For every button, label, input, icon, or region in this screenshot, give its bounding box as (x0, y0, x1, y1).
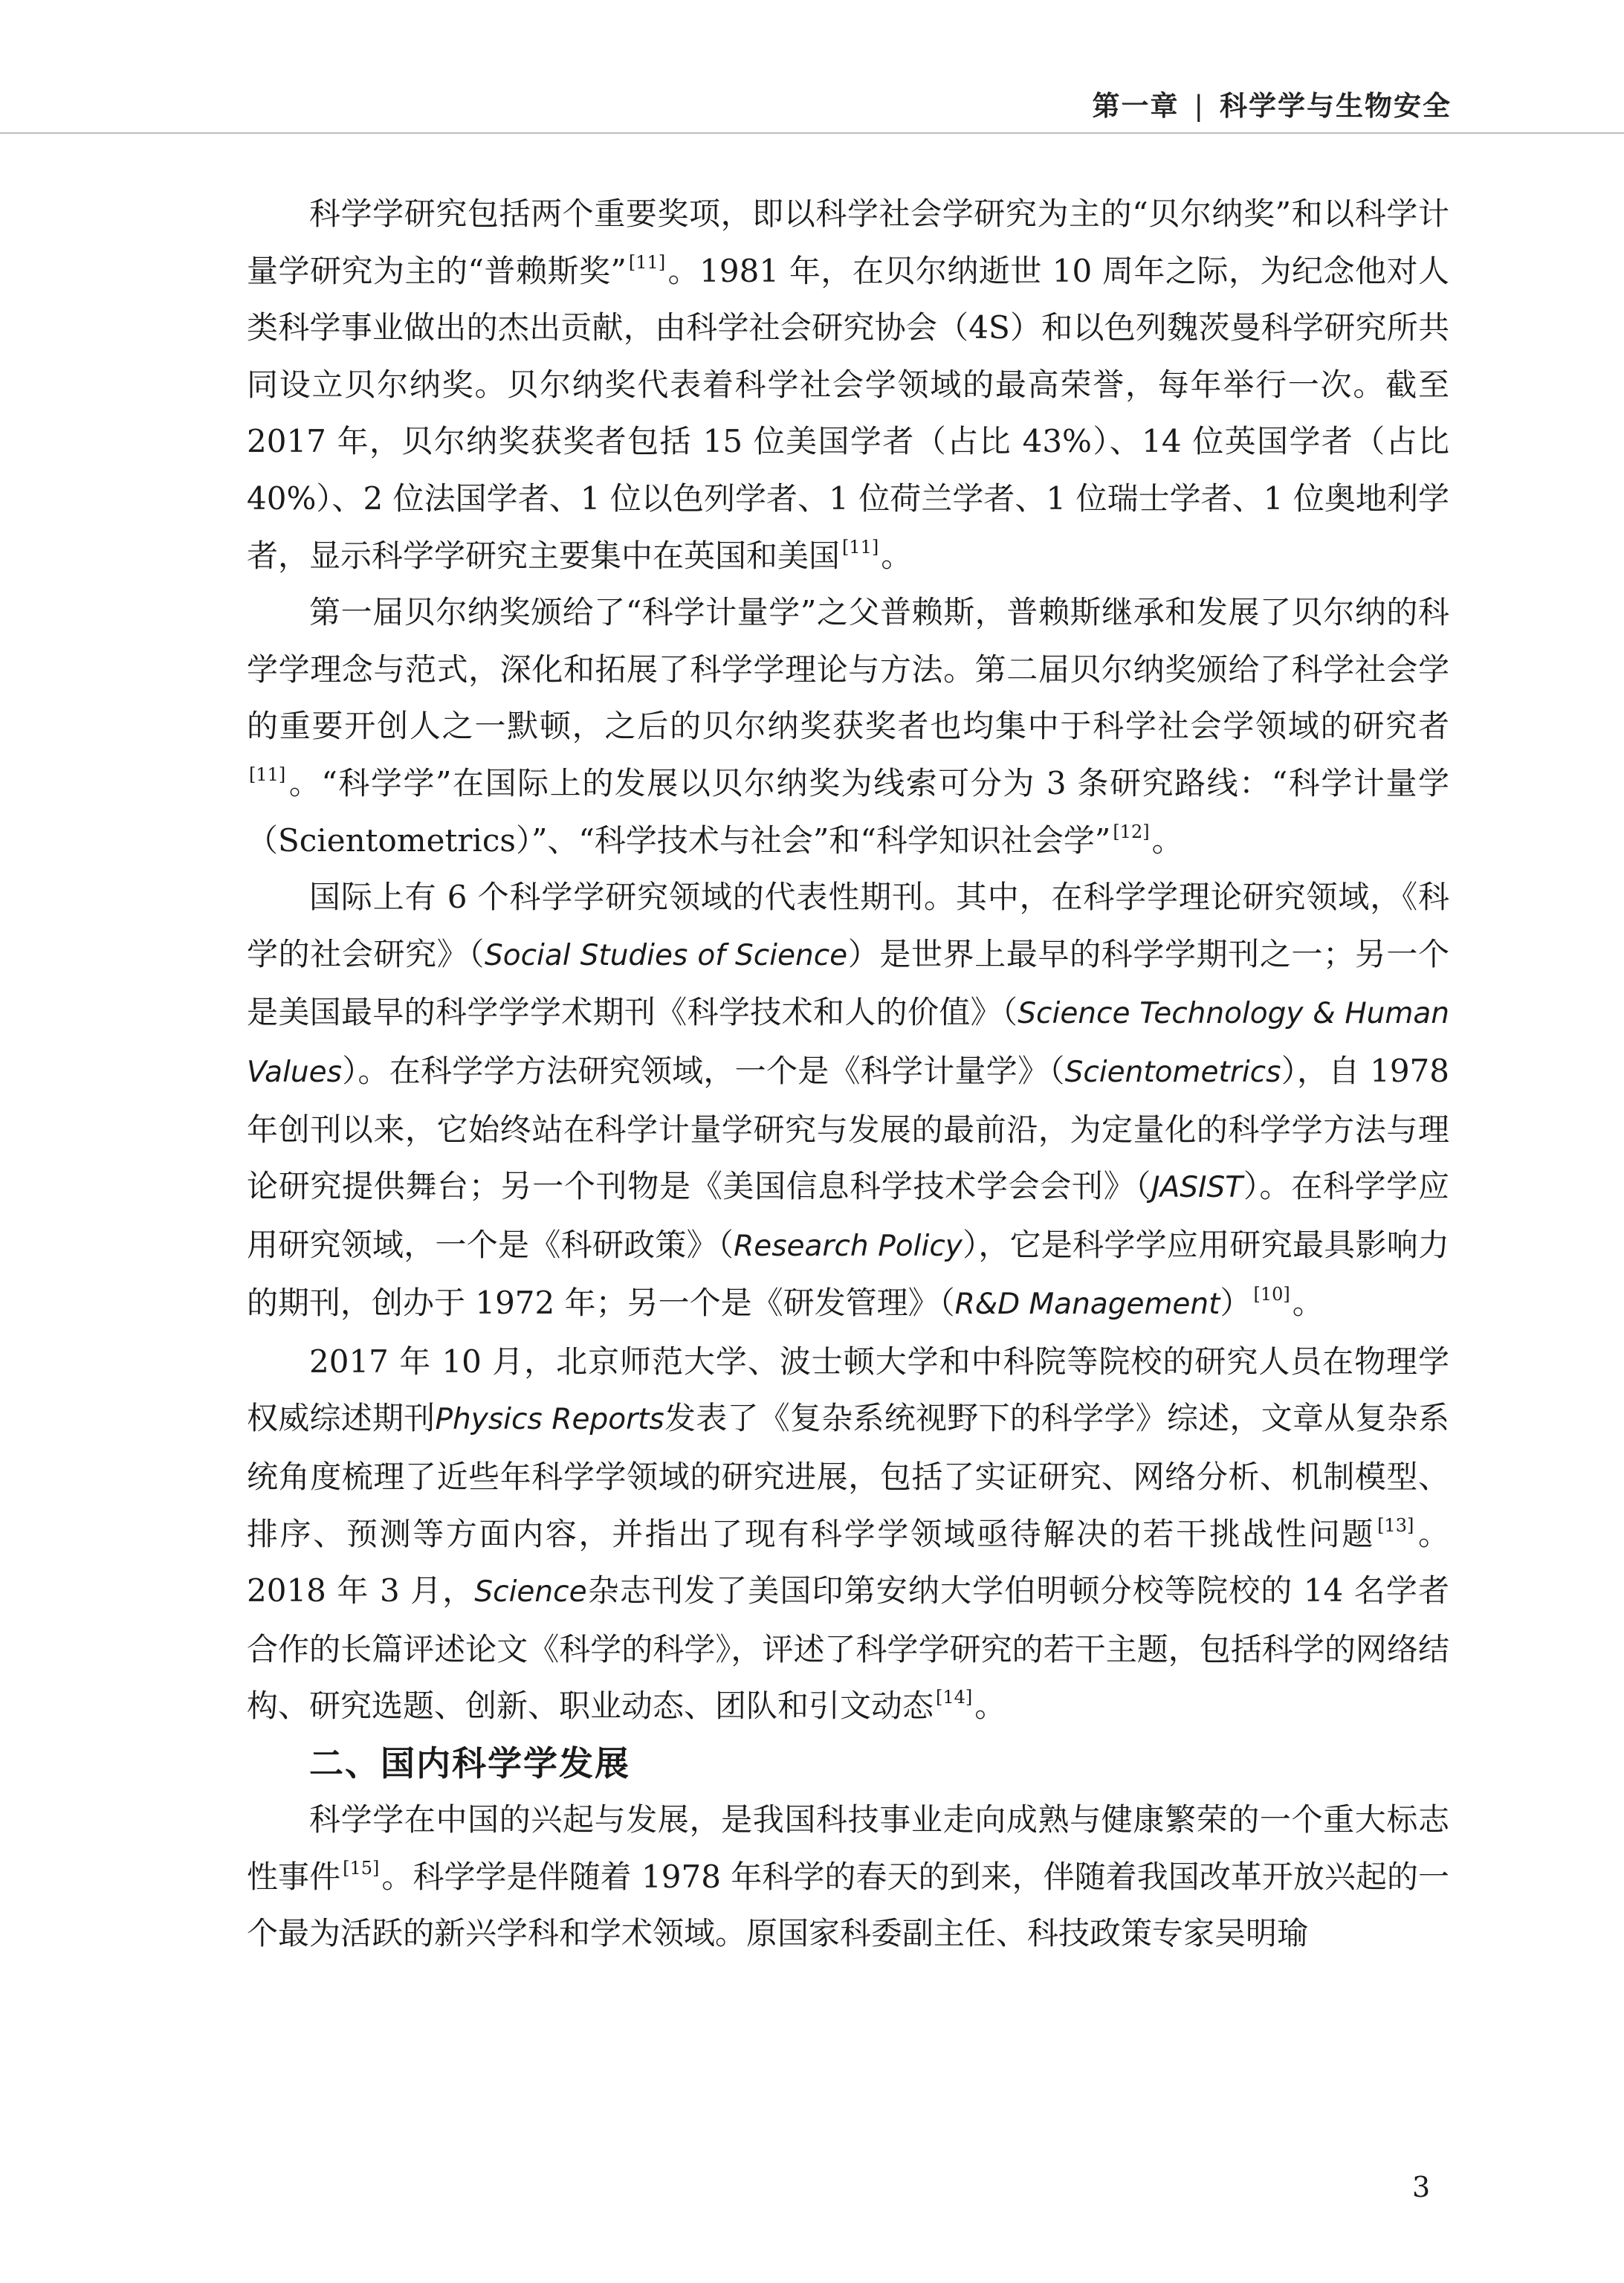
text-run: 。 (1292, 1285, 1324, 1322)
text-run: ）是世界上最早的科学学期刊之一；另一个是美国最早的科学学学术期刊《科学技术和人的价值》（ (247, 935, 1449, 1031)
header-rule (0, 132, 1624, 134)
text-run: ），自 1978 年创刊以来，它始终站在科学计量学研究与发展的最前沿，为定量化的科学学方法与理论研究提供舞台；另一个刊物是《美国信息科学技术学会会刊》（ (247, 1052, 1449, 1205)
journal-title: Scientometrics (1064, 1055, 1281, 1089)
text-run: 第一届贝尔纳奖颁给了“科学计量学”之父普赖斯，普赖斯继承和发展了贝尔纳的科学学理念与范式，深化和拓展了科学学理论与方法。第二届贝尔纳奖颁给了科学社会学的重要开创人之一默顿，之后的贝尔纳奖获奖者也均集中于科学社会学领域的研究者 (247, 594, 1449, 745)
text-run: 2017 年 10 月，北京师范大学、波士顿大学和中科院等院校的研究人员在物理学权威综述期刊 (247, 1343, 1449, 1437)
running-header (1093, 83, 1452, 123)
paragraph-2 (247, 584, 1449, 869)
journal-title: Science (474, 1575, 587, 1609)
page-number: 3 (1412, 2171, 1431, 2203)
chapter-label: 第一章 (1092, 90, 1180, 122)
journal-title: JASIST (1151, 1171, 1243, 1205)
text-run: 。1981 年，在贝尔纳逝世 10 周年之际，为纪念他对人类科学事业做出的杰出贡献，由科学社会研究协会（4S）和以色列魏茨曼科学研究所共同设立贝尔纳奖。贝尔纳奖代表着科学社会学领域的最高荣誉，每年举行一次。截至 2017 年，贝尔纳奖获奖者包括 15 位美国学者（占比 43%）、14 位英国学者（占比 40%）、2 位法国学者、1 位以色列学者、1 位荷兰学者、1 位瑞士学者、1 位奥地利学者，显示科学学研究主要集中在英国和美国 (247, 252, 1449, 574)
text-run: ）。在科学学应用研究领域，一个是《科研政策》（ (247, 1168, 1449, 1263)
text-run: 科学学在中国的兴起与发展，是我国科技事业走向成熟与健康繁荣的一个重大标志性事件 (247, 1801, 1449, 1895)
section-heading: 二、国内科学学发展 (309, 1743, 630, 1784)
body-text (247, 186, 1449, 1963)
citation: [12] (1113, 821, 1150, 842)
paragraph-3 (247, 869, 1449, 1334)
citation: [13] (1377, 1514, 1414, 1536)
chapter-title: 科学学与生物安全 (1220, 90, 1452, 122)
paragraph-4 (247, 1334, 1449, 1735)
text-run: 发表了《复杂系统视野下的科学学》综述，文章从复杂系统角度梳理了近些年科学学领域的研究进展，包括了实证研究、网络分析、机制模型、排序、预测等方面内容，并指出了现有科学学领域亟待解决的若干挑战性问题 (247, 1400, 1449, 1552)
text-run: 。科学学是伴随着 1978 年科学的春天的到来，伴随着我国改革开放兴起的一个最为活跃的新兴学科和学术领域。原国家科委副主任、科技政策专家吴明瑜 (247, 1858, 1449, 1952)
text-run: 杂志刊发了美国印第安纳大学伯明顿分校等院校的 14 名学者合作的长篇评述论文《科学的科学》，评述了科学学研究的若干主题，包括科学的网络结构、研究选题、创新、职业动态、团队和引文动态 (247, 1572, 1449, 1725)
text-run: 。 (881, 537, 913, 574)
text-run: 科学学研究包括两个重要奖项，即以科学社会学研究为主的“贝尔纳奖”和以科学计量学研究为主的“普赖斯奖” (247, 196, 1449, 289)
journal-title: Science Technology & Human Values (247, 997, 1449, 1089)
paragraph-5 (247, 1792, 1449, 1963)
text-run: 。“科学学”在国际上的发展以贝尔纳奖为线索可分为 3 条研究路线：“科学计量学（Scientometrics）”、“科学技术与社会”和“科学知识社会学” (247, 764, 1449, 859)
text-run: 国际上有 6 个科学学研究领域的代表性期刊。其中，在科学学理论研究领域，《科学的社会研究》（ (247, 879, 1449, 972)
text-run: 。 (974, 1688, 1006, 1725)
journal-title: Research Policy (734, 1229, 963, 1263)
journal-title: R&D Management (954, 1288, 1220, 1322)
text-run: 。2018 年 3 月， (247, 1515, 1449, 1609)
journal-title: Physics Reports (435, 1403, 664, 1437)
citation: [11] (249, 763, 286, 785)
citation: [14] (936, 1687, 973, 1708)
text-run: 。 (1151, 821, 1183, 859)
text-run: ），它是科学学应用研究最具影响力的期刊，创办于 1972 年；另一个是《研发管理》（ (247, 1226, 1449, 1322)
text-run: ）。在科学学方法研究领域，一个是《科学计量学》（ (341, 1052, 1065, 1089)
journal-title: Social Studies of Science (485, 938, 848, 972)
text-run: ） (1220, 1285, 1252, 1322)
citation: [11] (842, 536, 879, 558)
header-separator: | (1194, 90, 1205, 122)
paragraph-1 (247, 186, 1449, 584)
citation: [10] (1253, 1284, 1290, 1305)
citation: [15] (343, 1857, 380, 1879)
citation: [11] (628, 251, 666, 273)
